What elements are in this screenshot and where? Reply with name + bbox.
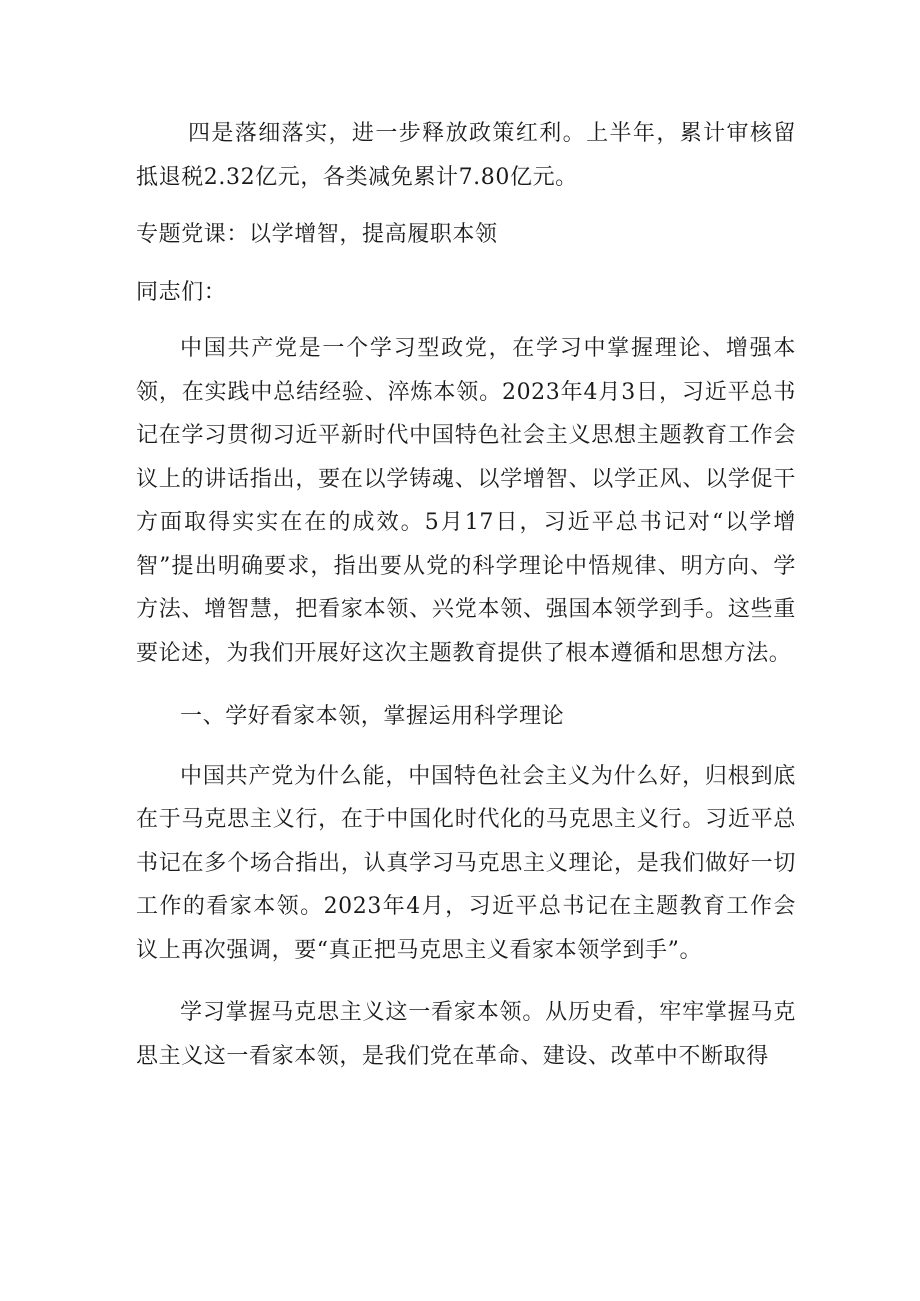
body-paragraph-2: 中国共产党为什么能，中国特色社会主义为什么好，归根到底在于马克思主义行，在于中国化时代化的马克思主义行。习近平总书记在多个场合指出，认真学习马克思主义理论，是我们做好一切工作的看家本领。2023年4月，习近平总书记在主题教育工作会议上再次强调，要“真正把马克思主义看家本领学到手”。 [136,763,796,963]
intro-paragraph: 四是落细落实，进一步释放政策红利。上半年，累计审核留抵退税2.32亿元，各类减免累计7.80亿元。 [136,121,796,190]
lecture-title: 专题党课：以学增智，提高履职本领 [136,222,498,247]
body-paragraph-3: 学习掌握马克思主义这一看家本领。从历史看，牢牢掌握马克思主义这一看家本领，是我们党在革命、建设、改革中不断取得 [136,1000,796,1069]
document-body [136,112,796,1078]
salutation: 同志们： [136,279,227,305]
body-paragraph-1: 中国共产党是一个学习型政党，在学习中掌握理论、增强本领，在实践中总结经验、淬炼本领。2023年4月3日，习近平总书记在学习贯彻习近平新时代中国特色社会主义思想主题教育工作会议上的讲话指出，要在以学铸魂、以学增智、以学正风、以学促干方面取得实实在在的成效。5月17日，习近平总书记对“以学增智”提出明确要求，指出要从党的科学理论中悟规律、明方向、学方法、增智慧，把看家本领、兴党本领、强国本领学到手。这些重要论述，为我们开展好这次主题教育提供了根本遵循和思想方法。 [136,336,796,666]
section-heading-1: 一、学好看家本领，掌握运用科学理论 [180,704,565,729]
